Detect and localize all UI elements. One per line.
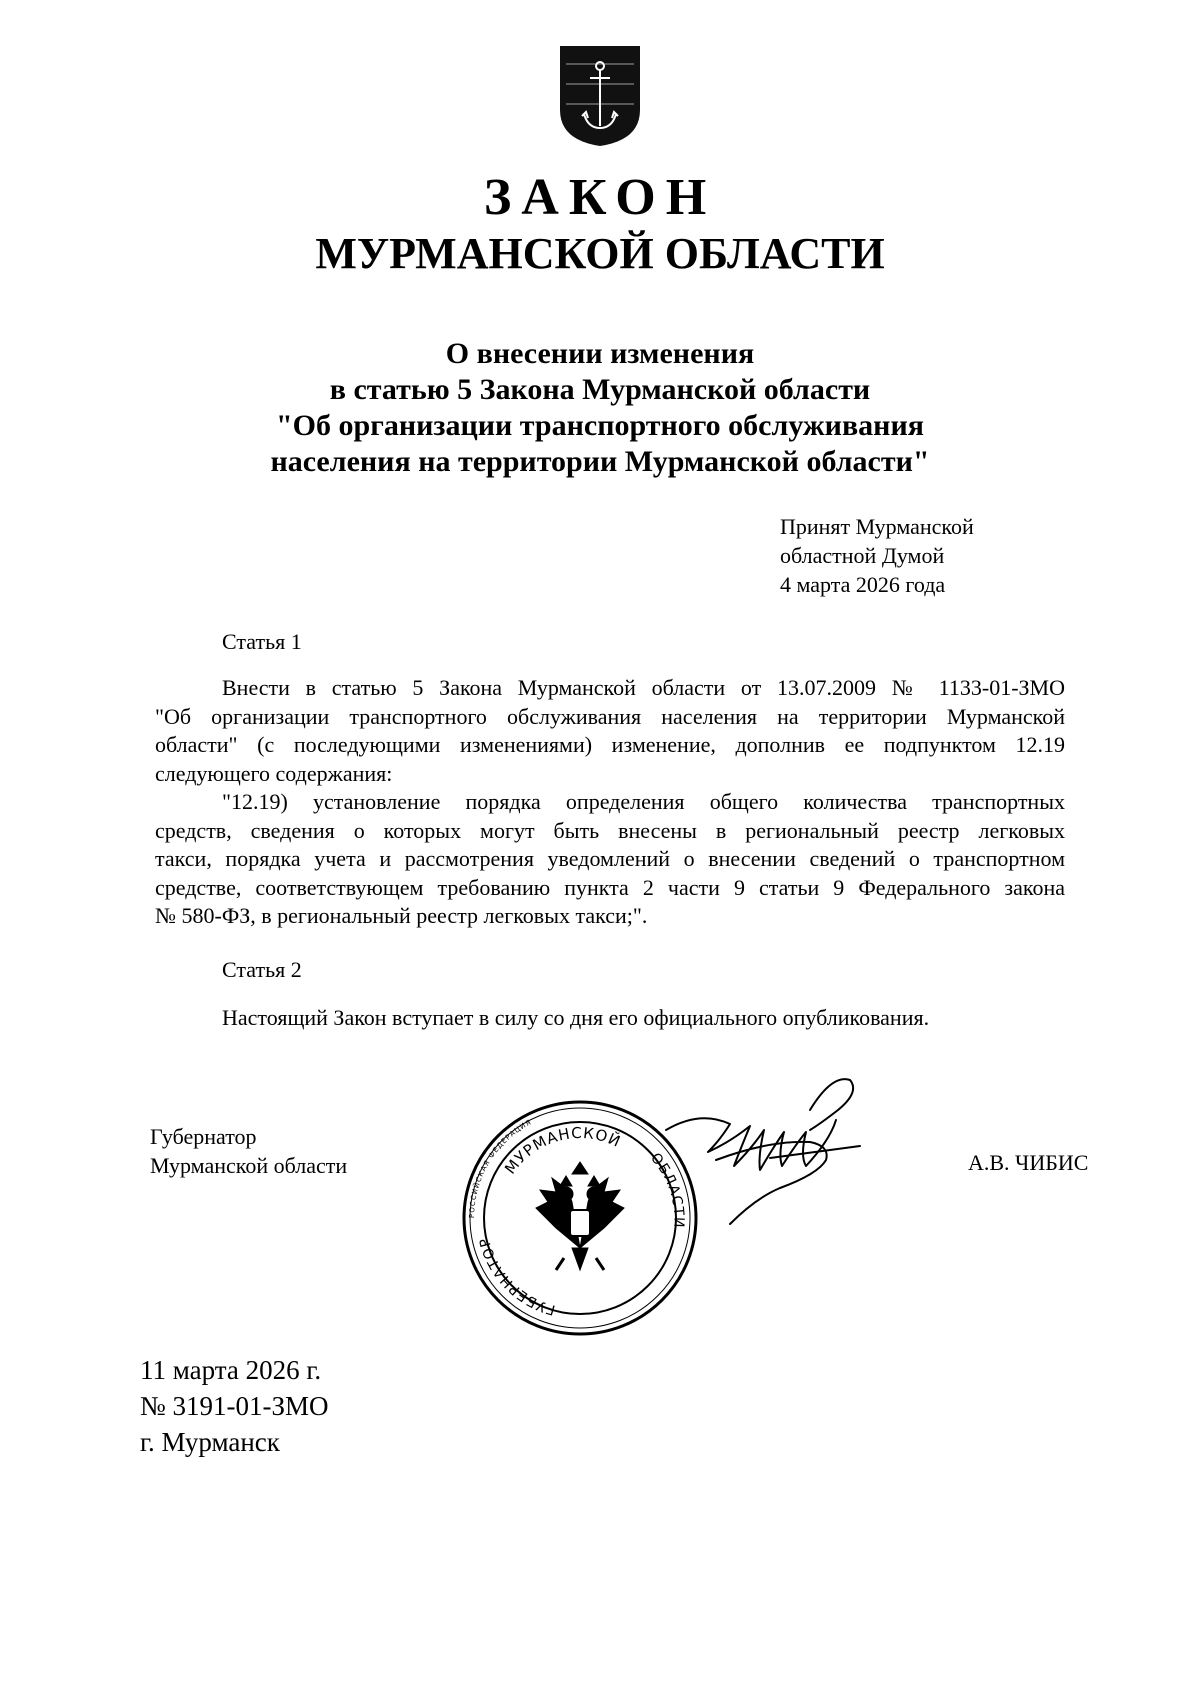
paragraph-line: "12.19) установление порядка определения общего количества транспортных [222,789,1065,814]
document-type-title: ЗАКОН [483,169,717,226]
eagle-emblem-icon [536,1162,624,1270]
subtitle-line: населения на территории Мурманской области" [270,445,930,478]
signing-city: г. Мурманск [140,1427,280,1457]
article-2-body: Настоящий Закон вступает в силу со дня его официального опубликования. [222,1005,930,1030]
subtitle-line: О внесении изменения [445,337,755,370]
handwritten-signature [660,1070,890,1230]
adoption-note [780,512,974,599]
signatory-position [150,1122,347,1180]
adoption-line: 4 марта 2026 года [780,572,946,597]
adoption-line: областной Думой [780,543,945,568]
paragraph-line: такси, порядка учета и рассмотрения уведомлений о внесении сведений о транспортном [155,846,1065,871]
paragraph-line: Внести в статью 5 Закона Мурманской области от 13.07.2009 № 1133-01-ЗМО [222,675,1065,700]
seal-outer-text: РОССИЙСКАЯ ФЕДЕРАЦИЯ [467,1118,534,1219]
article-1-heading: Статья 1 [222,629,302,654]
position-line: Губернатор [150,1124,257,1149]
signing-date: 11 марта 2026 г. [140,1355,322,1385]
law-subtitle [0,336,1200,480]
subtitle-line: в статью 5 Закона Мурманской области [329,373,871,406]
adoption-line: Принят Мурманской [780,514,974,539]
paragraph-line: области" (с последующими изменениями) изменение, дополнив ее подпунктом 12.19 [155,732,1065,757]
position-line: Мурманской области [150,1153,348,1178]
paragraph-line: средстве, соответствующем требованию пункта 2 части 9 статьи 9 Федерального закона [155,874,1065,900]
seal-top-text: МУРМАНСКОЙ [501,1123,624,1178]
seal-right-text: ОБЛАСТИ [647,1150,687,1229]
paragraph-line: № 580-ФЗ, в региональный реестр легковых такси;". [155,903,648,928]
subtitle-line: "Об организации транспортного обслуживания [276,409,924,442]
paragraph-line: средств, сведения о которых могут быть внесены в региональный реестр легковых [155,817,1065,843]
svg-text:ГУБЕРНАТОР [477,1236,557,1318]
seal-left-text: ГУБЕРНАТОР [476,1235,558,1318]
law-number: № 3191-01-ЗМО [140,1391,329,1421]
coat-of-arms-icon [558,44,642,148]
article-1-body [155,674,1065,931]
footer-info [140,1352,329,1460]
signer-name: А.В. ЧИБИС [968,1150,1089,1175]
paragraph-line: "Об организации транспортного обслуживания населения на территории Мурманской [155,703,1065,729]
paragraph-line: следующего содержания: [155,760,393,786]
region-title: МУРМАНСКОЙ ОБЛАСТИ [315,229,885,278]
article-2-heading: Статья 2 [222,957,302,982]
